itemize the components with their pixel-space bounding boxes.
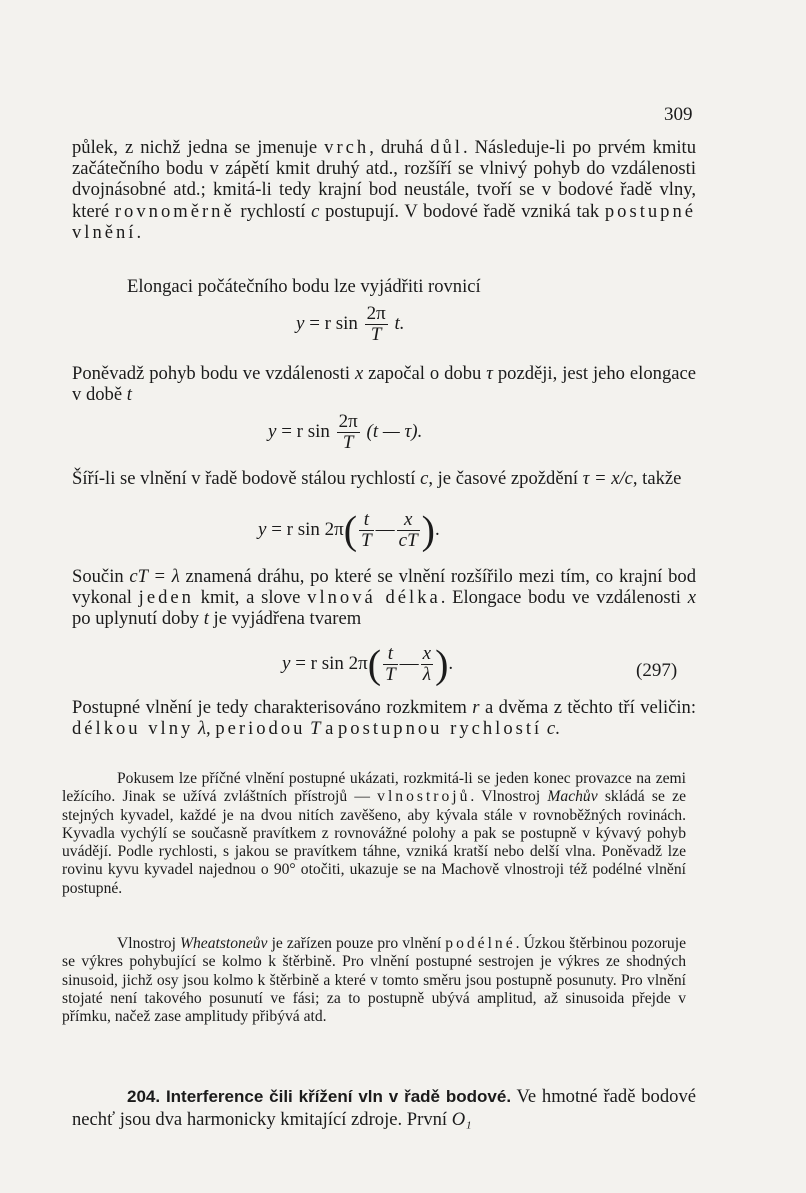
page-number: 309 [664,104,693,125]
term-rovnomerne: rovnoměrně [114,200,235,222]
var-x: x [354,363,364,384]
term-podelne: podélné [445,935,516,952]
text: a dvěma z těchto tří veličin: [479,697,696,718]
text: . [555,718,560,740]
eq-end: . [448,652,454,674]
paren-open: ( [343,507,358,553]
text: rychlostí [234,200,312,222]
text: skládá se ze stejných kyvadel, každé je na dvou nitích zavěšeno, aby kývala stále v rovnoběžných rovinách. Kyvadla vychýlí se současně pravítkem z rovnovážné polohy a pak se postupně v kývavý pohyb uvádějí. Podle rychlosti, s jakou se pravítkem táhne, vzniká kratší nebo delší vlna. Poněvadž lze rovinu kyvu kyvadel najednou o 90° otočiti, ukazuje se na Machově vlnostroji též podélné vlnění postupné. [62,788,686,897]
var-c: c [546,718,556,740]
denominator: λ [422,664,431,685]
var-t: t [126,384,132,406]
term-vlnova-delka: vlnová délka [307,587,441,609]
var-t: t [203,608,209,630]
term-jeden: jeden [138,587,194,609]
equation-1 [296,304,405,345]
numerator: t [359,510,374,531]
smallprint-wheatstone-device [62,935,686,1026]
eq-rhs: = r sin [309,312,358,334]
relation-tau: τ = x/c [582,468,633,489]
term-vrch: vrch [324,137,370,158]
paragraph-characterisation [72,697,696,739]
text: započal o dobu [363,363,487,384]
paragraph-elongation: Elongaci počátečního bodu lze vyjádřiti rovnicí [127,276,481,297]
equation-297 [282,641,454,687]
text: , druhá [369,137,431,158]
fraction-x [421,644,433,685]
term-vlnostroju: vlnostrojů [377,788,471,806]
paragraph-constant-speed [72,468,696,489]
text: je zařízen pouze pro vlnění [267,935,446,952]
text: Postupné vlnění je tedy charakterisováno rozkmitem [72,697,473,718]
relation-lambda: cT = λ [129,566,180,587]
text: . Následuje-li po prvém kmitu začátečního bodu v zápětí kmit druhý atd., rozšíří se vlnivý pohyb do vzdálenosti dvojnásobné atd.; kmitá-li tedy krajní bod neustále, tvoří se v bodové řadě vlny, které [72,137,696,222]
numerator: x [397,510,420,531]
name-wheatstone: Wheatstoneův [180,935,268,952]
text: Vlnostroj [117,935,180,952]
eq-tail: (t — τ). [366,420,423,442]
var-c: c [420,468,429,489]
paren-open: ( [367,641,382,687]
text: je vyjádřena tvarem [208,608,362,630]
text: později, jest jeho elongace v době [72,363,696,406]
fraction [365,304,388,345]
paren-close: ) [421,507,435,553]
var-tau: τ [486,363,493,384]
term-dul: důl [430,137,463,158]
eq-rhs: = r sin [281,420,330,442]
eq-end: . [434,518,440,540]
term-postupne-vlneni: postupné vlnění [72,200,697,243]
eq-lhs: y [296,312,305,334]
var-lambda: λ [197,718,207,740]
numerator: x [422,643,432,664]
numerator: 2π [366,303,386,324]
eq-lhs: y [268,420,277,442]
paren-close: ) [435,641,449,687]
var-T: T [310,718,321,740]
section-204 [72,1085,696,1131]
text: . Vlnostroj [470,788,548,806]
fraction [337,412,360,453]
var-c: c [311,200,320,222]
denominator: T [342,432,354,453]
fraction-t [359,510,374,551]
term-delkou-vlny: délkou vlny [72,718,194,740]
equation-number: (297) [636,660,678,681]
numerator: 2π [338,411,358,432]
paragraph-wave-propagation [72,137,696,243]
text: , je časové zpoždění [428,468,583,489]
eq-rhs: = r sin 2π [271,518,344,540]
text: a [320,718,338,740]
text: , takže [632,468,682,489]
text: Šíří-li se vlnění v řadě bodově stálou rychlostí [72,468,421,489]
text: Součin [72,566,130,587]
equation-3 [258,507,440,553]
text: . [136,221,142,243]
eq-tail: t. [394,312,405,334]
text: , [206,718,216,740]
eq-lhs: y [258,518,267,540]
var-r: r [472,697,480,718]
section-heading: 204. Interference čili křížení vln v řadě bodové. [127,1087,512,1106]
text: kmit, a slove [193,587,308,609]
text: po uplynutí doby [72,608,204,630]
smallprint-mach-device [62,770,686,898]
fraction-t [383,644,398,685]
denominator: T [370,324,382,345]
minus: — [399,652,419,674]
numerator: t [383,644,398,665]
text: Pokusem lze příčné vlnění postupné ukázati, rozkmitá-li se jeden konec provazce na zemi ležícího. Jinak se užívá zvláštních přístrojů — [62,770,686,806]
text: půlek, z nichž jedna se jmenuje [72,137,325,158]
text: . Elongace bodu ve vzdálenosti [440,587,688,609]
denominator: cT [398,530,418,551]
denominator: T [361,530,372,551]
term-postupnou-rychlosti: postupnou rychlostí [338,718,543,740]
var-O1: O₁ [451,1109,472,1130]
equation-2 [268,412,422,453]
term-periodou: periodou [215,718,306,740]
text: Poněvadž pohyb bodu ve vzdálenosti [72,363,355,384]
text: postupují. V bodové řadě vzniká tak [319,200,605,222]
denominator: T [385,664,396,685]
name-machuv: Machův [547,788,598,806]
fraction-x [397,510,420,551]
text: znamená dráhu, po které se vlnění rozšířilo mezi tím, co krajní bod vykonal [72,566,696,609]
minus: — [375,518,395,540]
paragraph-wavelength [72,566,696,630]
text: . Úzkou štěrbinou pozoruje se výkres pohybující se kolmo k štěrbině. Pro vlnění postupné sestrojen je výkres ze shodných sinusoid, jichž osy jsou kolmo k štěrbině a které v tomto směru jsou postupně posunuty. Pro vlnění stojaté není takového posunutí ve fási; za to postupně ubývá amplitud, až sinusoida přejde v přímku, načež zase amplitudy přibývá atd. [62,935,686,1026]
eq-lhs: y [282,652,291,674]
paragraph-delay [72,363,696,405]
var-x: x [687,587,696,609]
eq-rhs: = r sin 2π [295,652,368,674]
text: Ve hmotné řadě bodové nechť jsou dva harmonicky kmitající zdroje. První [72,1086,696,1130]
